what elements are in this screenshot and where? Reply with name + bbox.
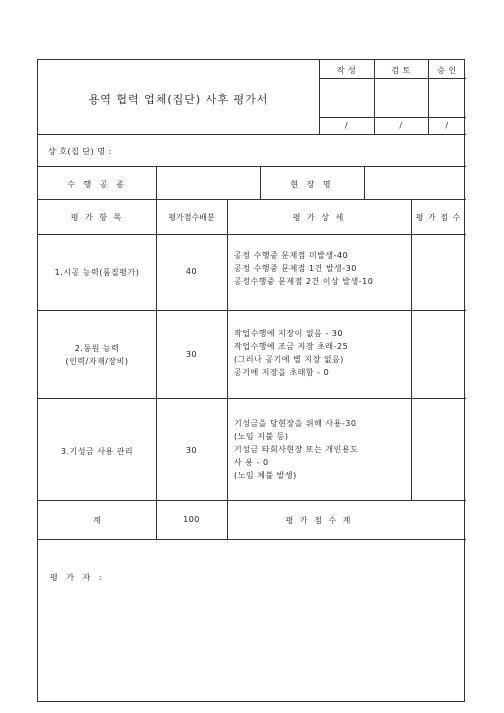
detail-line: (노임 지불 등) — [234, 432, 289, 441]
approval-date-approve: / — [445, 121, 449, 130]
divider — [227, 199, 228, 539]
divider — [38, 199, 466, 200]
detail-line: 공기에 지장을 초래함 - 0 — [234, 368, 330, 377]
header-score-allocation: 평가점수배분 — [168, 213, 215, 222]
company-name-label: 상 호(집 단) 명 : — [48, 147, 112, 156]
project-type-label: 수 행 공 종 — [67, 180, 127, 189]
site-name-label: 현 장 명 — [290, 180, 334, 189]
header-eval-score: 평 가 점 수 — [415, 213, 462, 222]
row1-item: 1.시공 능력(품질평가) — [54, 268, 140, 277]
detail-line: 작업수행에 조금 지장 초래-25 — [234, 342, 349, 351]
divider — [38, 234, 466, 235]
divider — [319, 78, 466, 79]
detail-line: (그러나 공기에 별 지장 없음) — [234, 355, 344, 364]
detail-line: 기성금을 당현장을 위해 사용-30 — [234, 419, 357, 428]
divider — [156, 166, 157, 199]
divider — [319, 117, 466, 118]
detail-line: 사 용 - 0 — [234, 458, 269, 467]
divider — [38, 500, 466, 501]
divider — [156, 199, 157, 539]
row1-details — [234, 249, 373, 288]
divider — [38, 398, 466, 399]
approval-header-approve: 승 인 — [437, 66, 457, 75]
document-title: 용역 협력 업체(집단) 사후 평가서 — [88, 93, 269, 106]
divider — [38, 310, 466, 311]
divider — [38, 134, 466, 135]
row3-details — [234, 417, 358, 482]
row3-item: 3.기성금 사용 관리 — [60, 447, 134, 456]
header-eval-detail: 평 가 상 세 — [292, 213, 346, 222]
approval-date-review: / — [399, 121, 403, 130]
divider — [38, 539, 466, 540]
approval-header-review: 검 토 — [391, 66, 411, 75]
detail-line: 작업수행에 지장이 없음 - 30 — [234, 329, 344, 338]
row2-score: 30 — [185, 350, 198, 359]
evaluator-label: 평 가 자 : — [50, 573, 105, 582]
detail-line: 기성금 타회사현장 또는 개인용도 — [234, 445, 359, 454]
row2-item — [38, 342, 156, 368]
approval-date-author: / — [344, 121, 349, 130]
detail-line: 공정 수행중 문제점 1건 발생-30 — [234, 264, 357, 273]
divider — [364, 166, 365, 199]
item-line: 2.동원 능력 — [74, 344, 120, 353]
detail-line: 공정수행중 문제점 2건 이상 발생-10 — [234, 277, 374, 286]
detail-line: 공정 수행중 문제점 미발생-40 — [234, 251, 349, 260]
header-eval-item: 평 가 항 목 — [70, 213, 124, 222]
total-label: 계 — [92, 516, 102, 525]
row1-score: 40 — [185, 267, 198, 276]
detail-line: (노임 체불 발생) — [234, 471, 297, 480]
evaluation-form — [37, 59, 465, 702]
divider — [411, 199, 412, 500]
row2-details — [234, 327, 348, 379]
item-line: (인력/자재/장비) — [65, 357, 129, 366]
total-eval-label: 평 가 점 수 계 — [285, 516, 353, 525]
total-score: 100 — [183, 515, 200, 524]
divider — [38, 166, 466, 167]
row3-score: 30 — [185, 446, 198, 455]
approval-header-author: 작 성 — [336, 66, 357, 75]
